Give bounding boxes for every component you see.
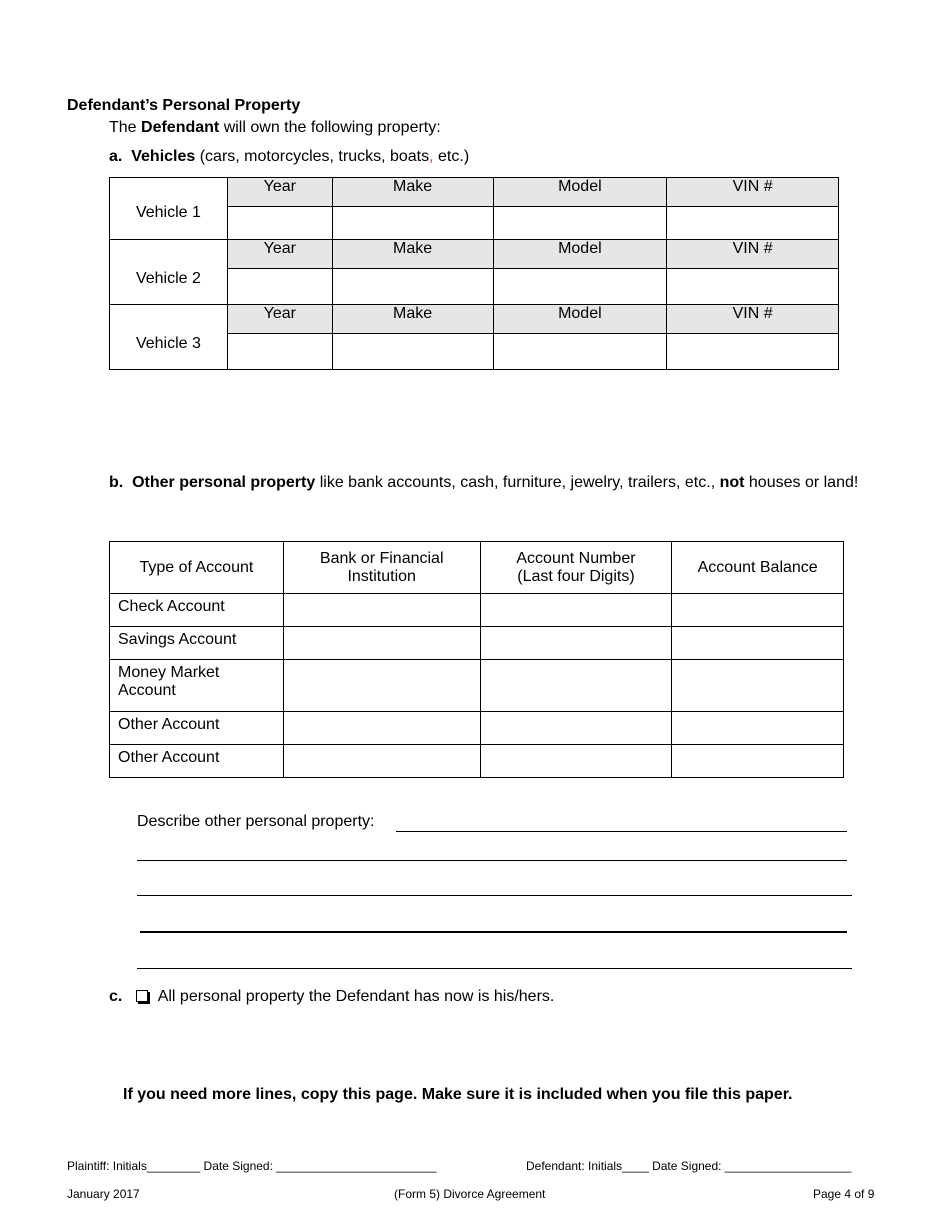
account-number-field[interactable] bbox=[480, 660, 672, 712]
describe-line-4[interactable] bbox=[140, 931, 847, 933]
bank-field[interactable] bbox=[283, 627, 480, 660]
bank-field[interactable] bbox=[283, 594, 480, 627]
accounts-header-row bbox=[110, 542, 844, 594]
table-row bbox=[110, 745, 844, 778]
vehicles-heading: a. Vehicles (cars, motorcycles, trucks, boats, etc.) bbox=[109, 148, 470, 165]
describe-line-3[interactable] bbox=[137, 895, 852, 896]
vehicle-2-vin-field[interactable] bbox=[667, 269, 839, 305]
col-year: Year bbox=[227, 240, 332, 269]
col-year: Year bbox=[227, 305, 332, 334]
col-model: Model bbox=[493, 240, 667, 269]
vehicle-3-year-field[interactable] bbox=[227, 334, 332, 370]
vehicle-2-year-field[interactable] bbox=[227, 269, 332, 305]
col-make: Make bbox=[332, 178, 493, 207]
col-model: Model bbox=[493, 178, 667, 207]
vehicle-3-label: Vehicle 3 bbox=[110, 305, 228, 370]
col-year: Year bbox=[227, 178, 332, 207]
footer-form-name: (Form 5) Divorce Agreement bbox=[394, 1187, 546, 1201]
col-vin: VIN # bbox=[667, 240, 839, 269]
col-vin: VIN # bbox=[667, 178, 839, 207]
table-row bbox=[110, 627, 844, 660]
account-number-field[interactable] bbox=[480, 627, 672, 660]
account-type-label: Check Account bbox=[110, 594, 284, 627]
describe-line-5[interactable] bbox=[137, 968, 852, 969]
col-model: Model bbox=[493, 305, 667, 334]
vehicle-3-make-field[interactable] bbox=[332, 334, 493, 370]
col-account-type: Type of Account bbox=[110, 542, 284, 594]
account-number-field[interactable] bbox=[480, 712, 672, 745]
intro-text: The Defendant will own the following property: bbox=[109, 119, 441, 136]
item-c: c. All personal property the Defendant has now is his/hers. bbox=[109, 988, 555, 1005]
plaintiff-initials-line: Plaintiff: Initials________ Date Signed: ________________________ bbox=[67, 1159, 437, 1173]
all-property-checkbox[interactable] bbox=[136, 990, 148, 1002]
page-number: Page 4 of 9 bbox=[813, 1187, 875, 1201]
vehicle-1-header-row bbox=[110, 178, 839, 207]
table-row bbox=[110, 594, 844, 627]
vehicles-table bbox=[109, 177, 839, 370]
account-type-label: Savings Account bbox=[110, 627, 284, 660]
col-account-number: Account Number (Last four Digits) bbox=[480, 542, 672, 594]
accounts-table bbox=[109, 541, 844, 778]
vehicle-3-model-field[interactable] bbox=[493, 334, 667, 370]
describe-line-1[interactable] bbox=[396, 831, 847, 832]
balance-field[interactable] bbox=[672, 627, 844, 660]
vehicle-2-make-field[interactable] bbox=[332, 269, 493, 305]
col-make: Make bbox=[332, 240, 493, 269]
balance-field[interactable] bbox=[672, 660, 844, 712]
bank-field[interactable] bbox=[283, 660, 480, 712]
table-row bbox=[110, 660, 844, 712]
account-type-label: Other Account bbox=[110, 745, 284, 778]
vehicle-3-vin-field[interactable] bbox=[667, 334, 839, 370]
balance-field[interactable] bbox=[672, 594, 844, 627]
other-property-heading: b. Other personal property like bank accounts, cash, furniture, jewelry, trailers, etc., not houses or land! bbox=[109, 474, 859, 491]
table-row bbox=[110, 712, 844, 745]
col-vin: VIN # bbox=[667, 305, 839, 334]
balance-field[interactable] bbox=[672, 745, 844, 778]
footer-date: January 2017 bbox=[67, 1187, 140, 1201]
describe-label: Describe other personal property: bbox=[137, 813, 375, 830]
account-type-label: Money Market Account bbox=[110, 660, 284, 712]
copy-page-notice: If you need more lines, copy this page. Make sure it is included when you file this paper. bbox=[123, 1086, 793, 1103]
vehicle-2-model-field[interactable] bbox=[493, 269, 667, 305]
col-bank: Bank or Financial Institution bbox=[283, 542, 480, 594]
col-make: Make bbox=[332, 305, 493, 334]
vehicle-1-make-field[interactable] bbox=[332, 207, 493, 240]
account-number-field[interactable] bbox=[480, 594, 672, 627]
balance-field[interactable] bbox=[672, 712, 844, 745]
vehicle-1-model-field[interactable] bbox=[493, 207, 667, 240]
bank-field[interactable] bbox=[283, 745, 480, 778]
account-type-label: Other Account bbox=[110, 712, 284, 745]
describe-line-2[interactable] bbox=[137, 860, 847, 861]
account-number-field[interactable] bbox=[480, 745, 672, 778]
defendant-initials-line: Defendant: Initials____ Date Signed: ___________________ bbox=[526, 1159, 852, 1173]
vehicle-1-label: Vehicle 1 bbox=[110, 178, 228, 240]
section-title: Defendant’s Personal Property bbox=[67, 97, 301, 114]
vehicle-1-vin-field[interactable] bbox=[667, 207, 839, 240]
vehicle-1-year-field[interactable] bbox=[227, 207, 332, 240]
vehicle-3-header-row bbox=[110, 305, 839, 334]
vehicle-2-header-row bbox=[110, 240, 839, 269]
col-balance: Account Balance bbox=[672, 542, 844, 594]
vehicle-2-label: Vehicle 2 bbox=[110, 240, 228, 305]
bank-field[interactable] bbox=[283, 712, 480, 745]
